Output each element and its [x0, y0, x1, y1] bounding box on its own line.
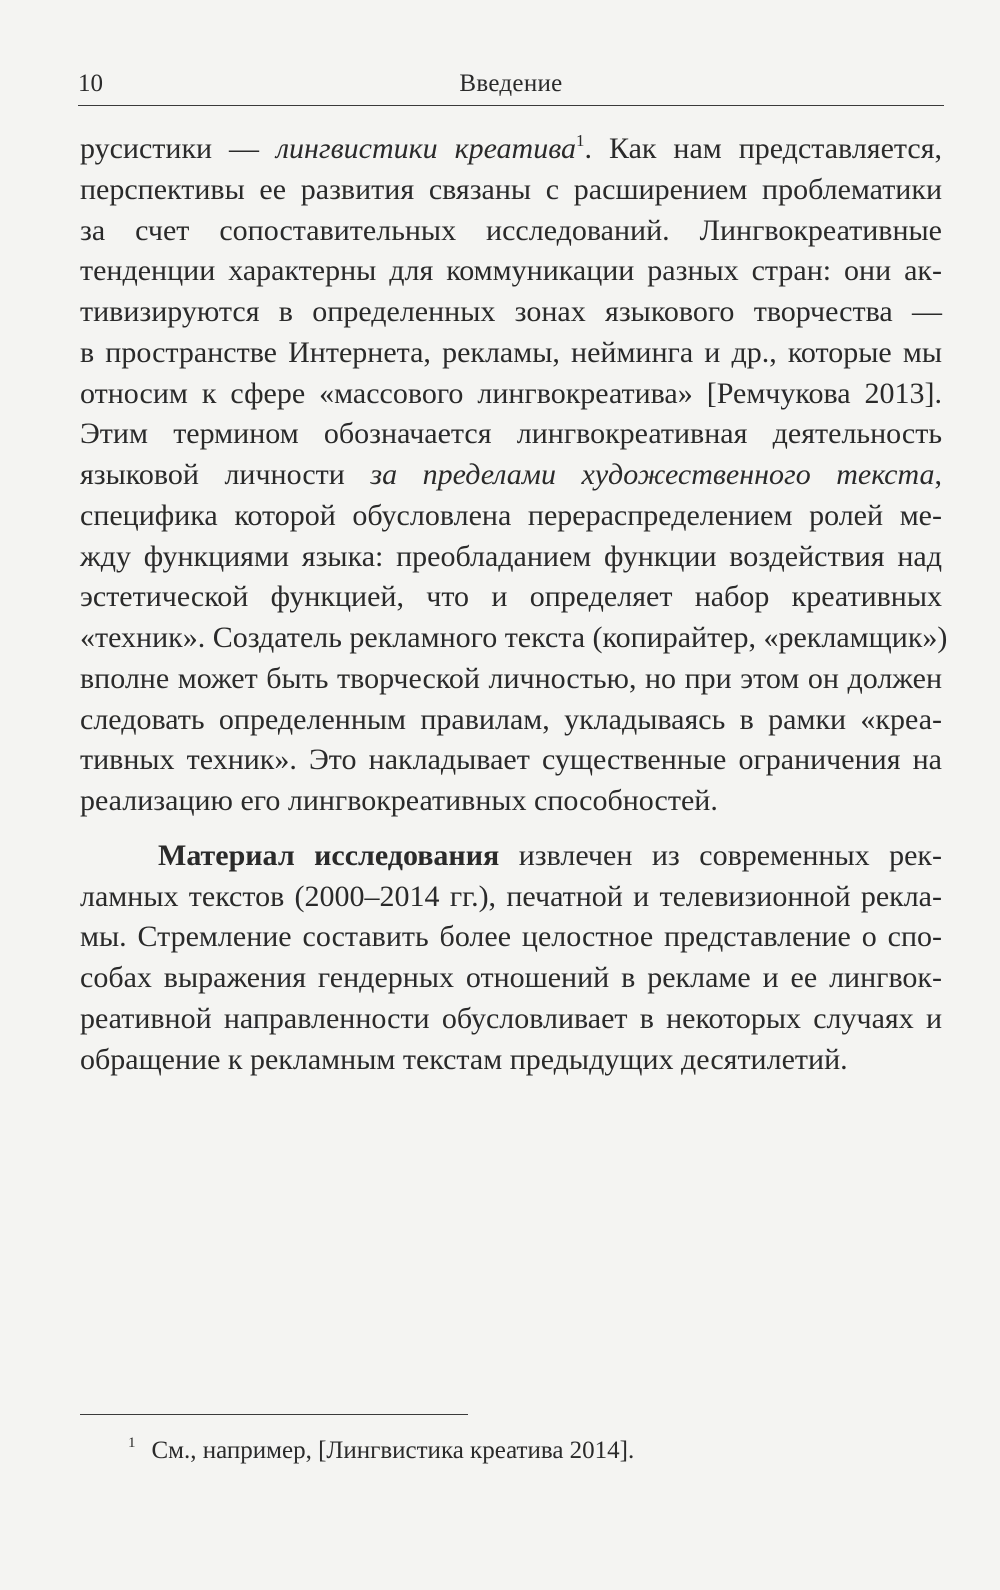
- chapter-title: Введение: [459, 70, 563, 97]
- text-line: относим к сфере «массового лингвокреатива» [Ремчукова 2013].: [80, 376, 942, 410]
- footnote: [128, 1434, 634, 1468]
- text-line: Этим термином обозначается лингвокреативная деятельность: [80, 417, 942, 451]
- text-line: эстетической функцией, что и определяет набор креативных: [80, 580, 942, 614]
- text-line: перспективы ее развития связаны с расширением проблематики: [80, 172, 942, 206]
- italic-term: лингвистики креатива: [275, 132, 577, 165]
- text-line: ламных текстов (2000–2014 гг.), печатной и телевизионной рекла-: [80, 879, 942, 913]
- italic-phrase: за пределами художественного текста: [370, 458, 935, 491]
- text-line: тивных техник». Это накладывает существенные ограничения на: [80, 743, 942, 777]
- text-line: «техник». Создатель рекламного текста (копирайтер, «рекламщик»): [80, 621, 948, 654]
- text-line: следовать определенным правилам, укладываясь в рамки «креа-: [80, 702, 942, 736]
- footnote-rule: [80, 1414, 468, 1415]
- text-line: мы. Стремление составить более целостное представление о спо-: [80, 920, 942, 954]
- text-line: реативной направленности обусловливает в некоторых случаях и: [80, 1001, 942, 1035]
- text-line: Материал исследования извлечен из современных рек-: [158, 838, 942, 872]
- footnote-text: См., например, [Лингвистика креатива 2014].: [151, 1437, 635, 1464]
- text-line: обращение к рекламным текстам предыдущих десятилетий.: [80, 1042, 848, 1076]
- text-line: за счет сопоставительных исследований. Лингвокреативные: [80, 213, 942, 247]
- text-line: тенденции характерны для коммуникации разных стран: они ак-: [80, 254, 942, 288]
- text-line: языковой личности за пределами художественного текста,: [80, 458, 942, 491]
- text-line: тивизируются в определенных зонах языкового творчества —: [80, 295, 942, 328]
- text-line: русистики — лингвистики креатива$^1$. Как нам представляется,: [80, 131, 943, 165]
- main-text: [80, 129, 948, 1080]
- text-line: вполне может быть творческой личностью, но при этом он должен: [80, 661, 942, 695]
- page-number: 10: [78, 70, 103, 97]
- footnote-mark: 1: [128, 1435, 136, 1451]
- text-line: в пространстве Интернета, рекламы, нейминга и др., которые мы: [80, 335, 942, 369]
- header-rule: [78, 105, 944, 106]
- bold-term: Материал исследования: [158, 838, 500, 872]
- text-line: собах выражения гендерных отношений в рекламе и ее лингвок-: [80, 961, 942, 994]
- running-head: [78, 66, 944, 102]
- text-line: специфика которой обусловлена перераспределением ролей ме-: [80, 498, 942, 532]
- footnote-reference: 1: [576, 131, 585, 150]
- text-line: жду функциями языка: преобладанием функции воздействия над: [80, 539, 942, 573]
- text-line: реализацию его лингвокреативных способностей.: [80, 784, 718, 817]
